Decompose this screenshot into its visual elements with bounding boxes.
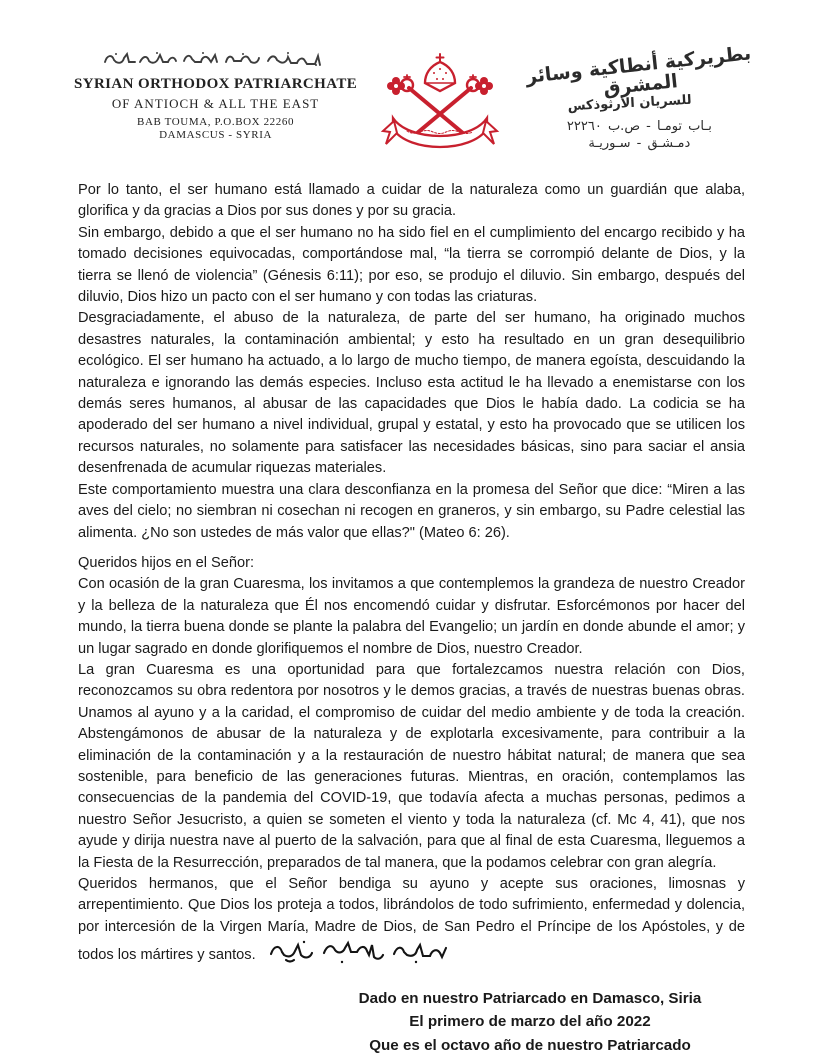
arabic-address-line1: بـاب تومـا - ص.ب ٢٢٢٦٠ bbox=[566, 118, 712, 134]
paragraph-birds-of-heaven: Este comportamiento muestra una clara desconfianza en la promesa del Señor que dice: “Miren a las aves del cielo; no siembran ni cosechan ni recogen en graneros, y sin embargo, su Padre celestial las alimenta. ¿No son ustedes de más valor que ellas?" (Mateo 6: 26). bbox=[78, 481, 745, 541]
letterhead-crest-block bbox=[365, 52, 515, 164]
letter-body bbox=[78, 180, 745, 967]
closing-patriarchate-year-line: Que es el octavo año de nuestro Patriarcado bbox=[369, 1036, 691, 1054]
org-name: SYRIAN ORTHODOX PATRIARCHATE bbox=[73, 76, 358, 92]
closing-date-line: El primero de marzo del año 2022 bbox=[409, 1013, 651, 1031]
salutation-dear-children: Queridos hijos en el Señor: bbox=[78, 554, 255, 571]
patriarchate-crest-emblem bbox=[379, 52, 501, 164]
arabic-calligraphy-title: بطريركية أنطاكية وسائر المشرق bbox=[524, 42, 752, 100]
paragraph-lent-opportunity: La gran Cuaresma es una oportunidad para que fortalezcamos nuestra relación con Dios, reconozcamos su obra redentora por nosotros y le demos gracias, a través de nuestras buenas obras. Unamos al ayuno y a la caridad, el compromiso de cuidar del medio ambiente y de toda la creación. Abstengámonos de abusar de la naturaleza y de explotarla excesivamente, para contribuir a la eliminación de la contaminación y a la restauración de nuestro hábitat natural; de manera que sea sostenible, para beneficio de las generaciones futuras. Mientras, en oración, contemplamos las consecuencias de la pandemia del COVID-19, que todavía afecta a muchas personas, pedimos a nuestro Señor Jesucristo, a quien se someten el viento y toda la naturaleza (cf. Mc 4, 41), que nos ayude y dirija nuestra nave al puerto de la salvación, para que al final de esta Cuaresma, lleguemos a la Fiesta de la Resurrección, preparados de tal manera, que la podamos celebrar con gran alegría. bbox=[78, 661, 745, 871]
letterhead-right-block bbox=[515, 42, 764, 153]
syriac-handwritten-inscription bbox=[266, 938, 456, 966]
paragraph-lent-invitation: Con ocasión de la gran Cuaresma, los invitamos a que contemplemos la grandeza de nuestro Creador y la belleza de la naturaleza que Él nos encomendó cuidar y disfrutar. Esforcémonos por hacer del mundo, la tierra buena donde se plante la palabra del Evangelio; un jardín en donde abunde el amor; y un lugar sagrado en donde glorifiquemos el nombre de Dios, nuestro Creador. bbox=[78, 576, 745, 657]
closing-date-block bbox=[300, 987, 760, 1056]
arabic-address-line2: دمـشـق - سـوريـة bbox=[588, 135, 691, 151]
letterhead bbox=[0, 0, 816, 164]
closing-place-line: Dado en nuestro Patriarcado en Damasco, Siria bbox=[358, 989, 702, 1007]
paragraph-final-blessing bbox=[78, 874, 745, 967]
paragraph-abuse-of-nature: Desgraciadamente, el abuso de la naturaleza, de parte del ser humano, ha originado muchos desastres naturales, la contaminación ambiental; y esto ha resultado en un gran desequilibrio ecológico. El ser humano ha actuado, a lo largo de mucho tiempo, de manera egoísta, descuidando la naturaleza e ignorando las demás especies. Incluso esta actitud le ha llevado a enemistarse con los demás seres humanos, al abusar de las capacidades que Dios le había dado. La codicia se ha apoderado del ser humano a nivel individual, grupal y estatal, y esto ha provocado que se utilicen los recursos naturales, no solamente para satisfacer las necesidades básicas, sino para saciar el ansia desenfrenada de acumular riquezas materiales. bbox=[78, 310, 745, 477]
paragraph-unfaithfulness-flood: Sin embargo, debido a que el ser humano no ha sido fiel en el cumplimiento del encargo recibido y ha tomado decisiones equivocadas, comportándose mal, “la tierra se corrompió delante de Dios, y la tierra se llenó de violencia” (Génesis 6:11); por eso, se produjo el diluvio. Sin embargo, después del diluvio, Dios hizo un pacto con el ser humano y con todas las criaturas. bbox=[78, 224, 745, 306]
org-address-line1: BAB TOUMA, P.O.BOX 22260 bbox=[137, 116, 295, 128]
org-address-line2: DAMASCUS - SYRIA bbox=[159, 129, 273, 141]
arabic-calligraphy-subtitle: للسريان الأرثوذكس bbox=[566, 92, 692, 115]
paragraph-stewardship: Por lo tanto, el ser humano está llamado a cuidar de la naturaleza como un guardián que alaba, glorifica y da gracias a Dios por sus dones y por su gracia. bbox=[78, 182, 745, 220]
syriac-title-script bbox=[102, 50, 330, 68]
final-blessing-text: Queridos hermanos, que el Señor bendiga su ayuno y acepte sus oraciones, limosnas y arrepentimiento. Que Dios los proteja a todos, librándolos de todo sufrimiento, enfermedad y dolencia, por intercesión de la Virgen María, Madre de Dios, de San Pedro el Príncipe de los Apóstoles, y de todos los mártires y santos. bbox=[78, 876, 745, 964]
org-subtitle: OF ANTIOCH & ALL THE EAST bbox=[111, 96, 320, 111]
letterhead-left-block bbox=[66, 50, 365, 142]
